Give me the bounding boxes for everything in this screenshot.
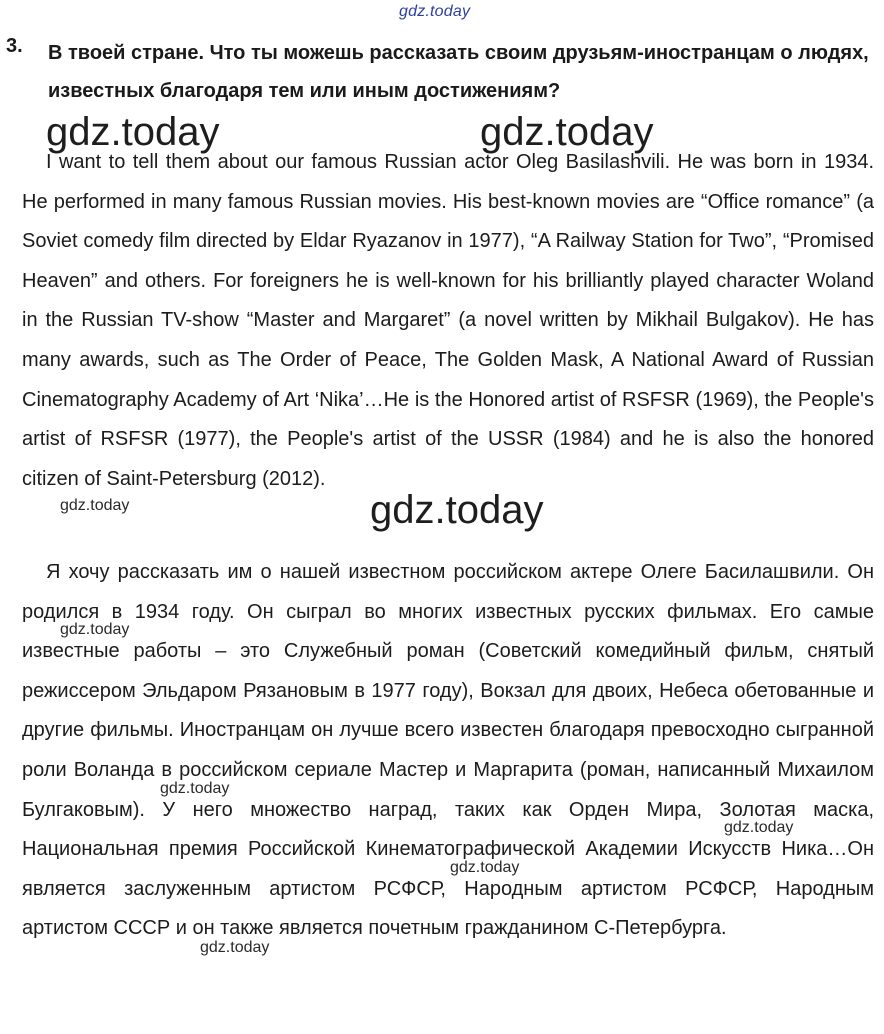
watermark-small: gdz.today <box>160 780 230 797</box>
watermark-small: gdz.today <box>60 621 130 638</box>
watermark-large-right: gdz.today <box>480 110 654 154</box>
question-number: 3. <box>6 35 23 57</box>
answer-english: I want to tell them about our famous Russian actor Oleg Basilashvili. He was born in 1934. He performed in many famous Russian movies. His best-known movies are “Office romance” (a Soviet comedy film directed by Eldar Ryazanov in 1977), “A Railway Station for Two”, “Promised Heaven” and others. For foreigners he is well-known for his brilliantly played character Woland in the Russian TV-show “Master and Margaret” (a novel written by Mikhail Bulgakov). He has many awards, such as The Order of Peace, The Golden Mask, A National Award of Russian Cinematography Academy of Art ‘Nika’…He is the Honored artist of RSFSR (1969), the People's artist of RSFSR (1977), the People's artist of the USSR (1984) and he is also the honored citizen of Saint-Petersburg (2012). <box>22 151 874 490</box>
watermark-large-middle: gdz.today <box>370 488 544 532</box>
watermark-small: gdz.today <box>60 497 130 514</box>
answer-russian: Я хочу рассказать им о нашей известном российском актере Олеге Басилашвили. Он родился в 1934 году. Он сыграл во многих известных русских фильмах. Его самые известные работы – это Служебный роман (Советский комедийный фильм, снятый режиссером Эльдаром Рязановым в 1977 году), Вокзал для двоих, Небеса обетованные и другие фильмы. Иностранцам он лучше всего известен благодаря превосходно сыгранной роли Воланда в российском сериале Мастер и Маргарита (роман, написанный Михаилом Булгаковым). У него множество наград, таких как Орден Мира, Золотая маска, Национальная премия Российской Кинематографической Академии Искусств Ника…Он является заслуженным артистом РСФСР, Народным артистом РСФСР, Народным артистом СССР и он также является почетным гражданином С-Петербурга. <box>22 561 874 940</box>
watermark-small: gdz.today <box>200 939 270 956</box>
watermark-small: gdz.today <box>724 819 794 836</box>
question-text: В твоей стране. Что ты можешь рассказать своим друзьям-иностранцам о людях, известных благодаря тем или иным достижениям? <box>48 42 869 102</box>
watermark-small: gdz.today <box>450 859 520 876</box>
watermark-top: gdz.today <box>399 3 471 20</box>
watermark-large-left: gdz.today <box>46 110 220 154</box>
